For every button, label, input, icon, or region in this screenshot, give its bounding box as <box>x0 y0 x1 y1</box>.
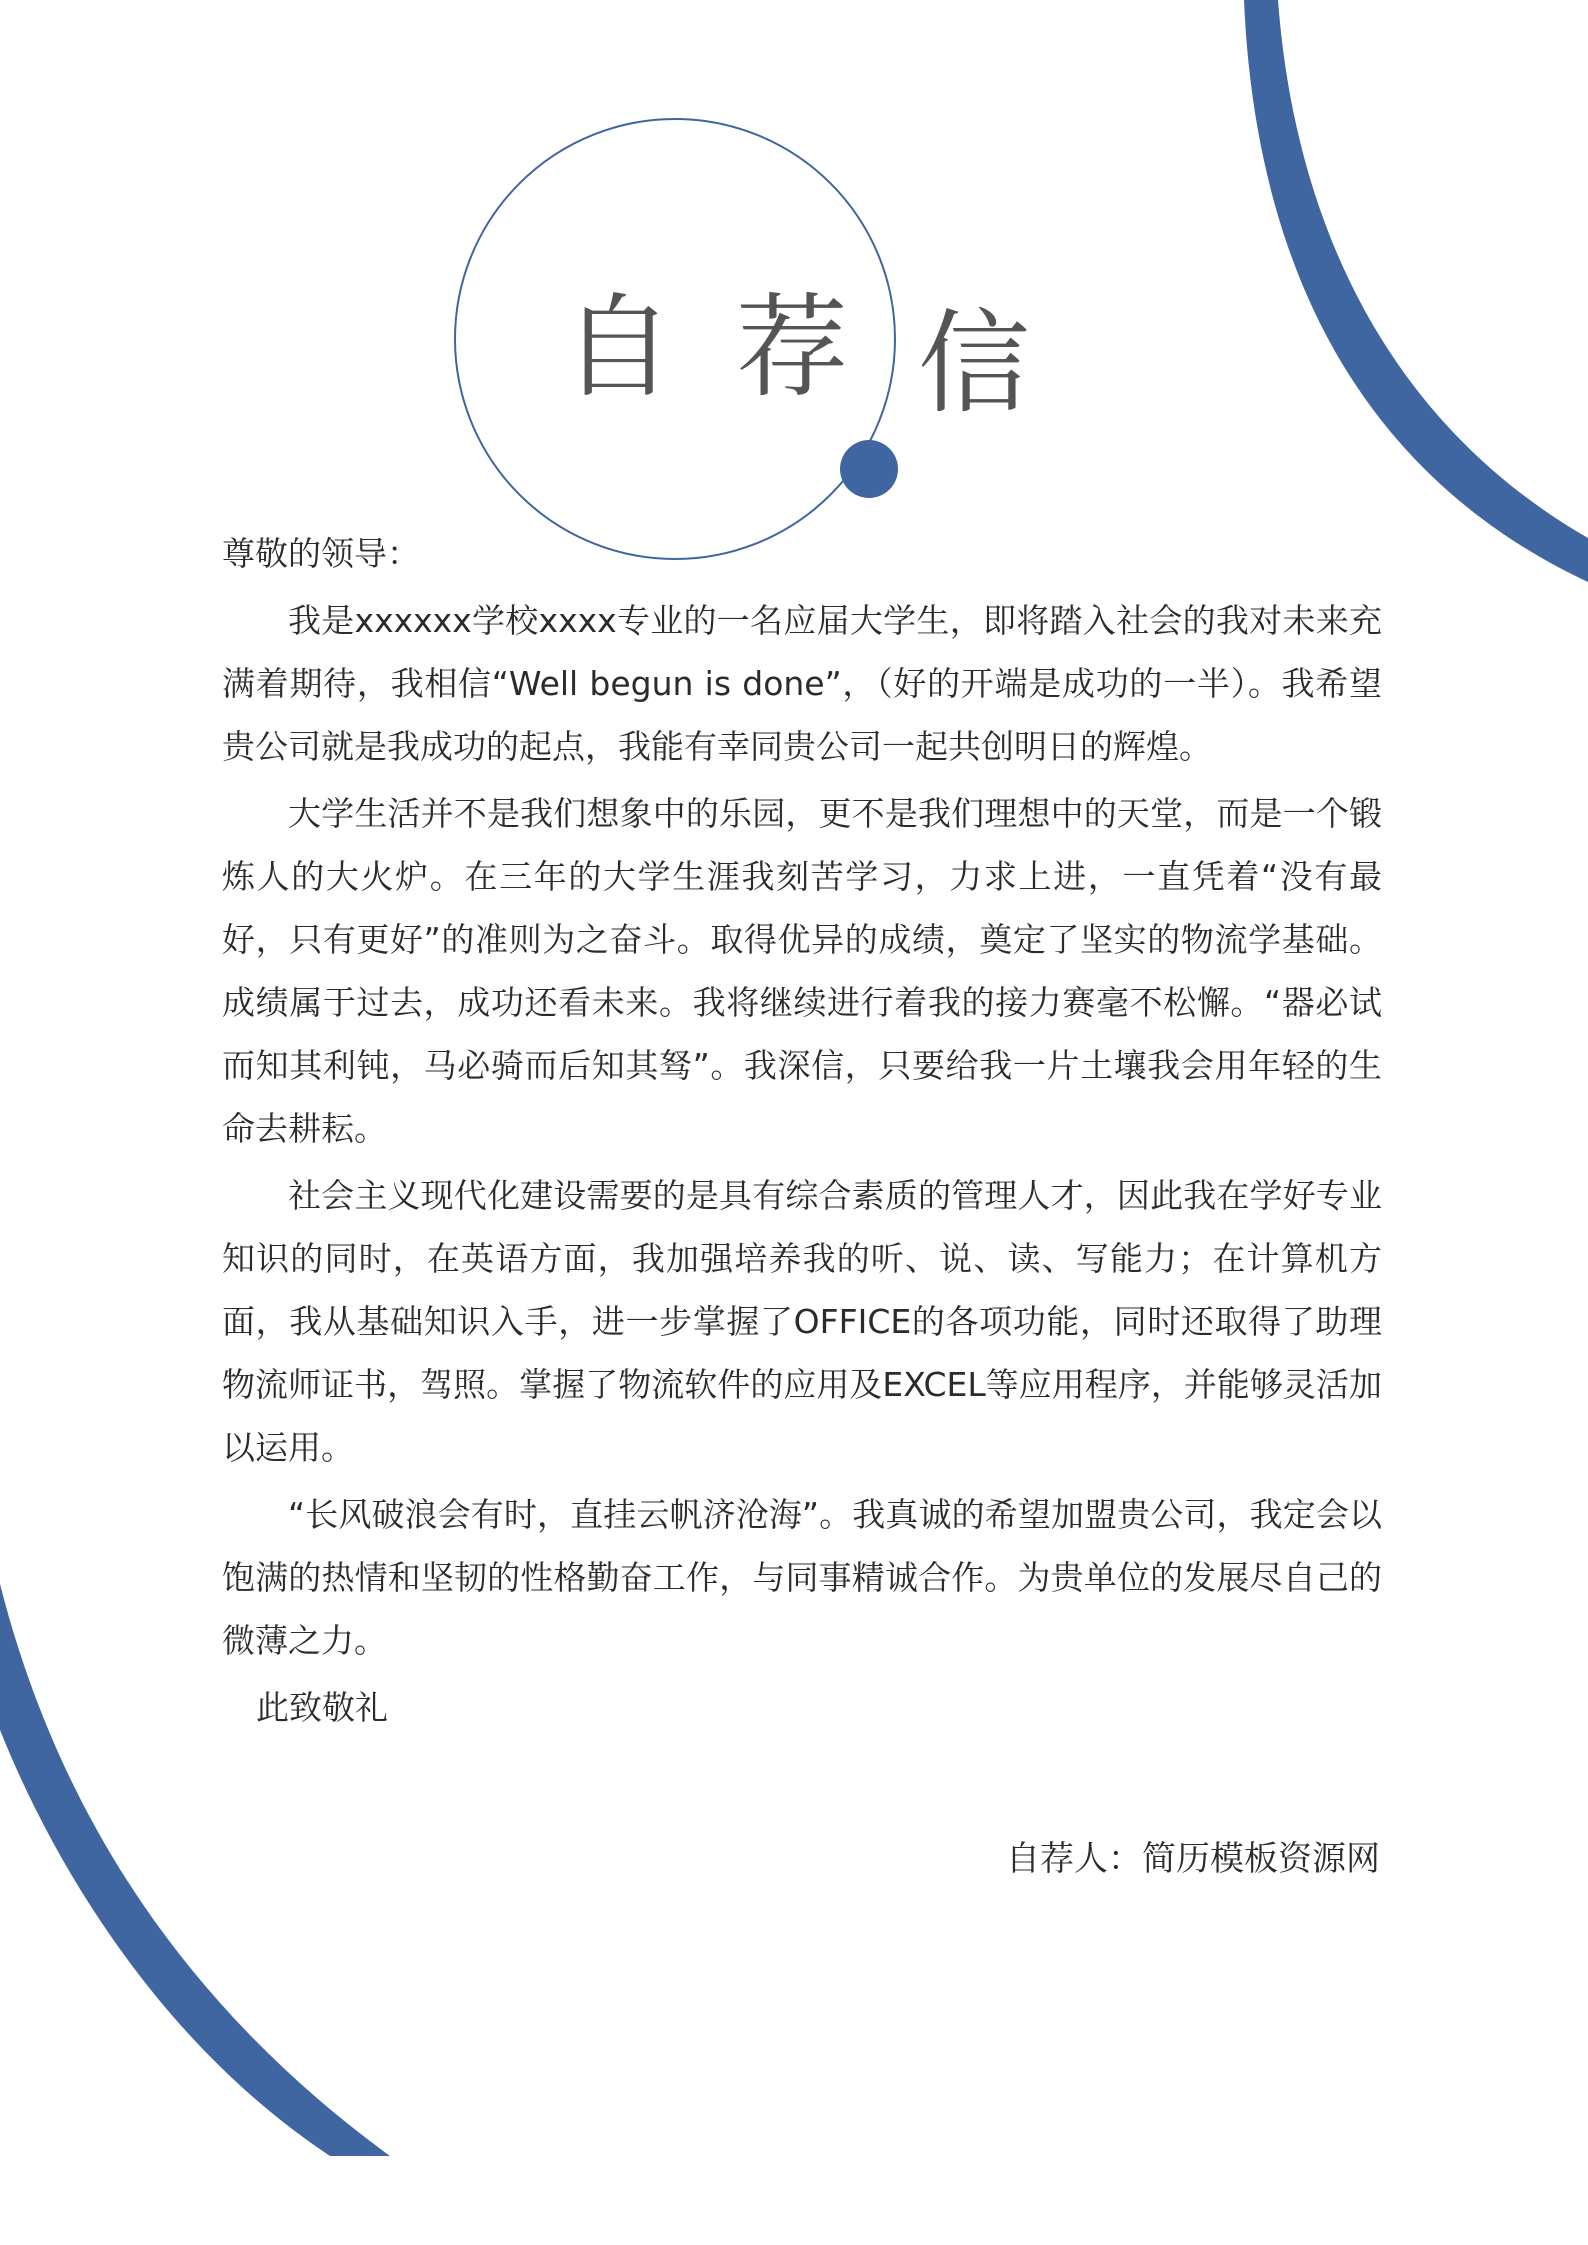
title-circle-dot <box>840 440 898 498</box>
signature: 自荐人：简历模板资源网 <box>1006 1839 1380 1879</box>
title-char-2: 荐 <box>736 283 848 413</box>
top-right-crescent <box>1244 0 1588 582</box>
closing: 此致敬礼 <box>256 1688 388 1727</box>
letter-body <box>222 522 1382 1739</box>
paragraph-2: 大学生活并不是我们想象中的乐园，更不是我们理想中的天堂，而是一个锻炼人的大火炉。在三年的大学生涯我刻苦学习，力求上进，一直凭着“没有最好，只有更好”的准则为之奋斗。取得优异的成绩，奠定了坚实的物流学基础。成绩属于过去，成功还看未来。我将继续进行着我的接力赛毫不松懈。“器必试而知其利钝，马必骑而后知其驽”。我深信，只要给我一片土壤我会用年轻的生命去耕耘。 <box>222 794 1382 1148</box>
paragraph-3: 社会主义现代化建设需要的是具有综合素质的管理人才，因此我在学好专业知识的同时，在英语方面，我加强培养我的听、说、读、写能力；在计算机方面，我从基础知识入手，进一步掌握了OFFICE的各项功能，同时还取得了助理物流师证书，驾照。掌握了物流软件的应用及EXCEL等应用程序，并能够灵活加以运用。 <box>222 1176 1382 1467</box>
paragraph-1: 我是xxxxxx学校xxxx专业的一名应届大学生，即将踏入社会的我对未来充满着期待，我相信“Well begun is done”，（好的开端是成功的一半）。我希望贵公司就是我成功的起点，我能有幸同贵公司一起共创明日的辉煌。 <box>222 601 1382 766</box>
title-char-3: 信 <box>918 299 1030 429</box>
paragraph-4: “长风破浪会有时，直挂云帆济沧海”。我真诚的希望加盟贵公司，我定会以饱满的热情和坚韧的性格勤奋工作，与同事精诚合作。为贵单位的发展尽自己的微薄之力。 <box>222 1495 1382 1660</box>
title-char-1: 自 <box>562 283 674 413</box>
greeting: 尊敬的领导： <box>222 534 420 573</box>
